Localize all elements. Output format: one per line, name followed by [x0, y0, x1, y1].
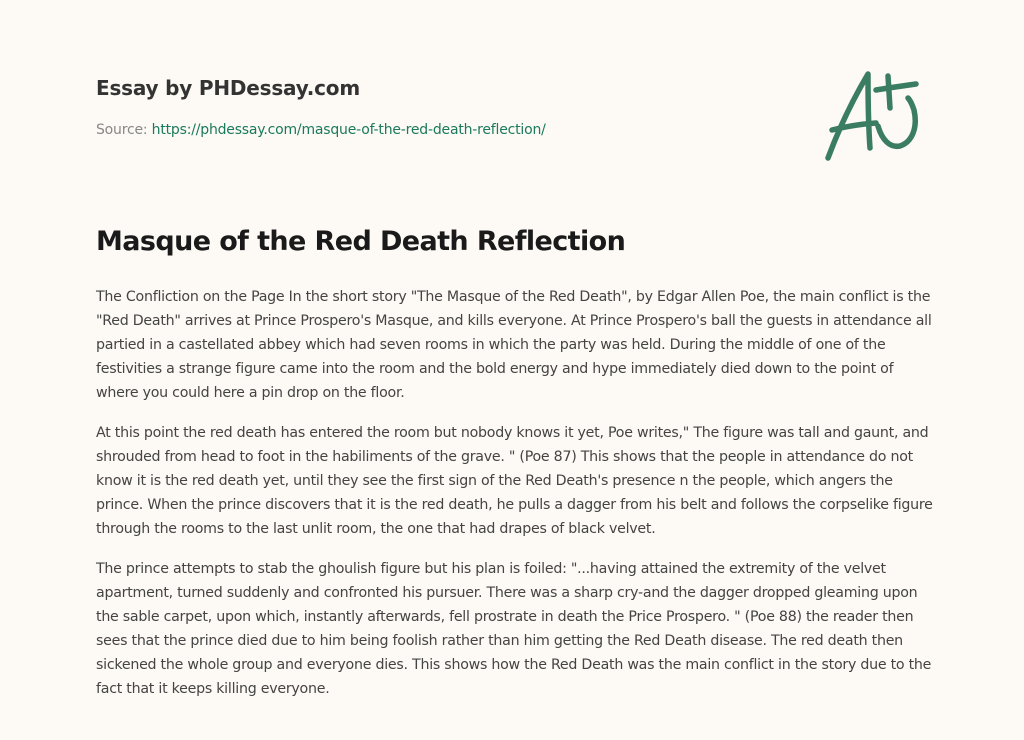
essay-paragraph: The Confliction on the Page In the short story "The Masque of the Red Death", by Edgar Allen Poe, the main conflict is the "Red Death" arrives at Prince Prospero's Masque, and kills everyone. At Prince Prospero's ball the guests in attendance all partied in a castellated abbey which had seven rooms in which the party was held. During the middle of one of the festivities a strange figure came into the room and the bold energy and hype immediately died down to the point of where you could here a pin drop on the floor. — [96, 289, 932, 401]
source-line — [96, 122, 546, 138]
page-title: Masque of the Red Death Reflection — [96, 226, 626, 257]
essay-paragraph: The prince attempts to stab the ghoulish figure but his plan is foiled: "...having attained the extremity of the velvet apartment, turned suddenly and confronted his pursuer. There was a sharp cry-and the dagger dropped gleaming upon the sable carpet, upon which, instantly afterwards, fell prostrate in death the Price Prospero. " (Poe 88) the reader then sees that the prince died due to him being foolish rather than him getting the Red Death disease. The red death then sickened the whole group and everyone dies. This shows how the Red Death was the main conflict in the story due to the fact that it keeps killing everyone. — [96, 561, 932, 697]
essay-paragraph: At this point the red death has entered the room but nobody knows it yet, Poe writes," The figure was tall and gaunt, and shrouded from head to foot in the habiliments of the grave. " (Poe 87) This shows that the people in attendance do not know it is the red death yet, until they see the first sign of the Red Death's presence n the people, which angers the prince. When the prince discovers that it is the red death, he pulls a dagger from his belt and follows the corpselike figure through the rooms to the last unlit room, the one that had drapes of black velvet. — [96, 425, 933, 537]
source-link[interactable]: https://phdessay.com/masque-of-the-red-death-reflection/ — [151, 122, 546, 138]
essay-body — [96, 285, 936, 717]
source-label: Source: — [96, 122, 148, 138]
essay-header — [96, 76, 546, 138]
a-plus-grade-icon — [818, 66, 930, 166]
site-title: Essay by PHDessay.com — [96, 76, 360, 100]
